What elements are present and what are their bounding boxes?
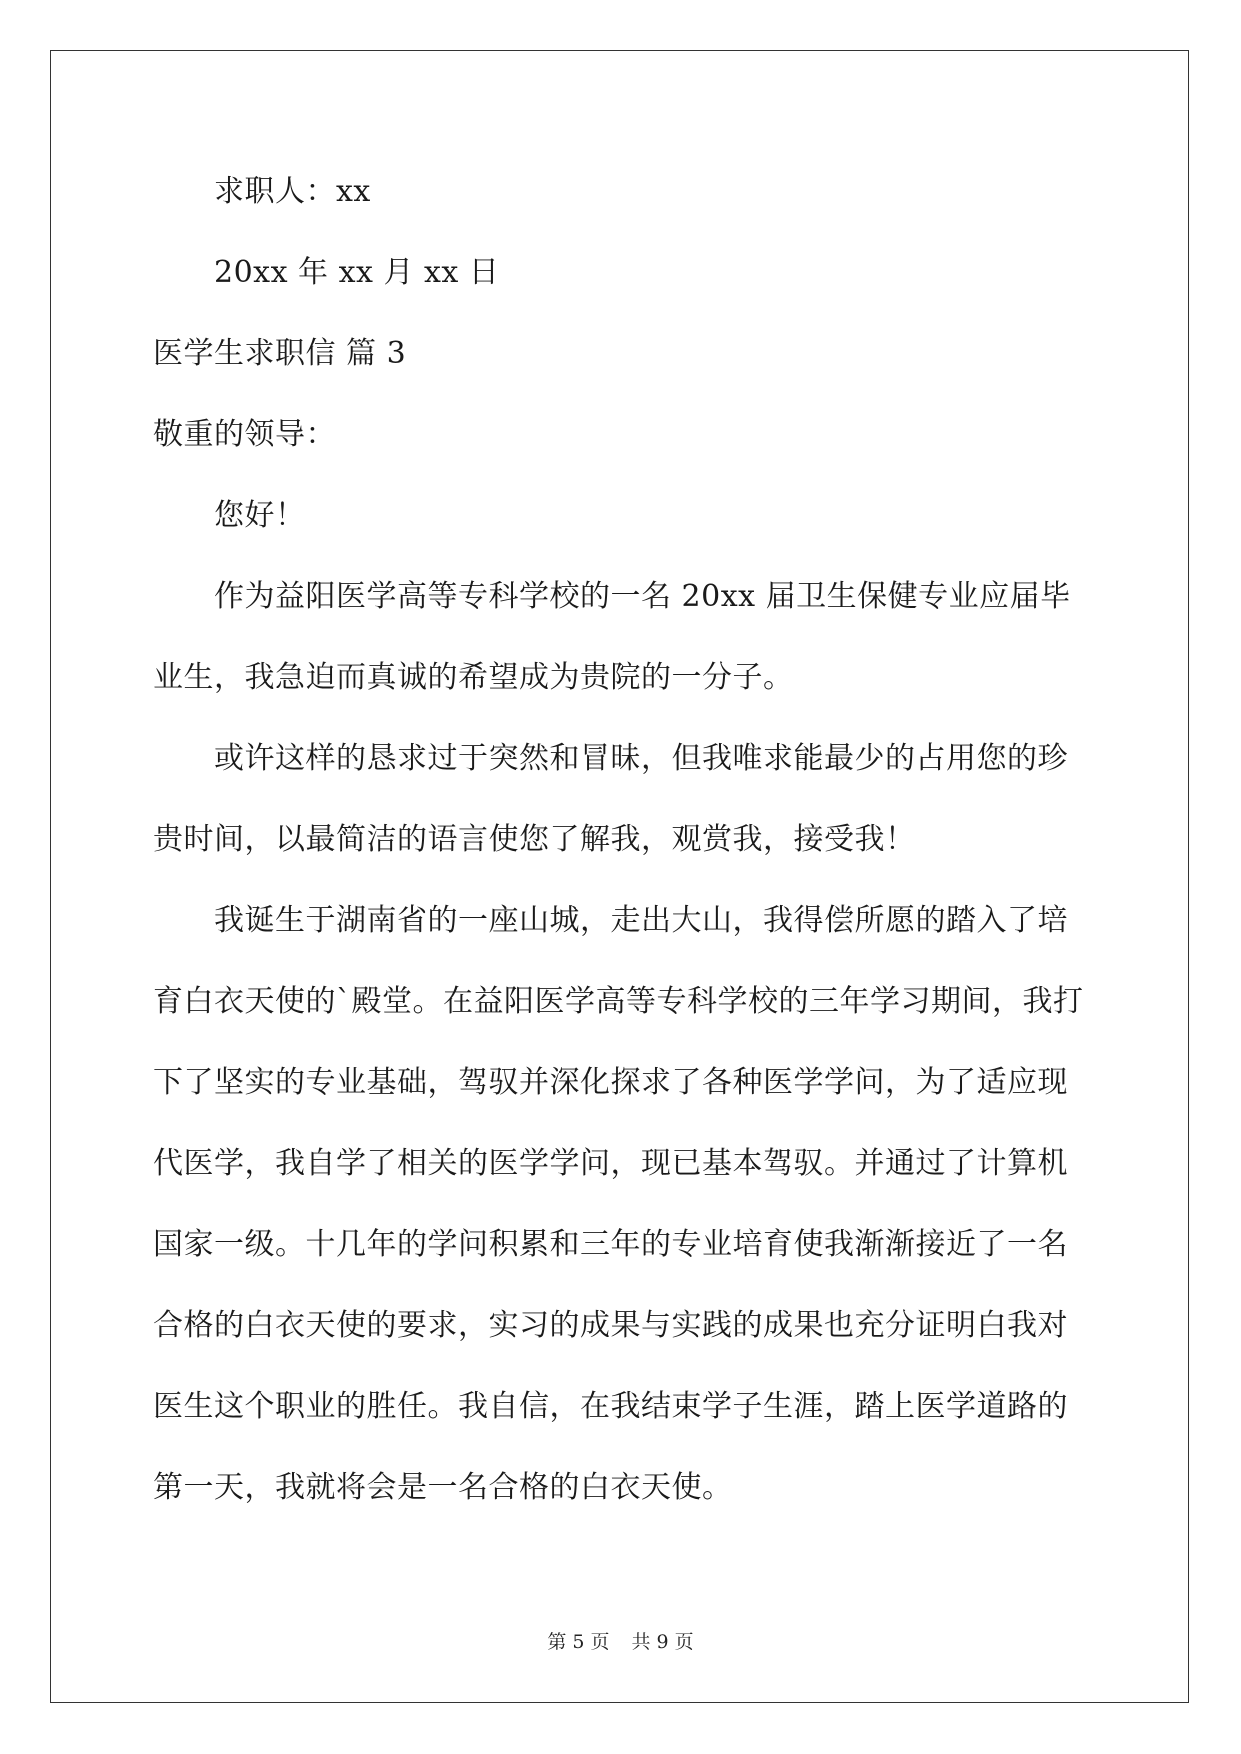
paragraph-line: 下了坚实的专业基础，驾驭并深化探求了各种医学学问，为了适应现: [153, 1065, 1068, 1100]
paragraph-1: [153, 567, 1088, 729]
total-pages: 共 9 页: [631, 1631, 694, 1653]
applicant-line: 求职人：xx: [214, 174, 371, 209]
section-title: 医学生求职信 篇 3: [153, 336, 407, 371]
paragraph-line: 或许这样的恳求过于突然和冒昧，但我唯求能最少的占用您的珍: [214, 741, 1068, 776]
paragraph-line: 第一天，我就将会是一名合格的白衣天使。: [153, 1470, 733, 1505]
current-page-number: 第 5 页: [547, 1631, 610, 1653]
paragraph-line: 代医学，我自学了相关的医学学问，现已基本驾驭。并通过了计算机: [153, 1146, 1068, 1181]
paragraph-line: 业生，我急迫而真诚的希望成为贵院的一分子。: [153, 660, 794, 695]
date-line: 20xx 年 xx 月 xx 日: [214, 255, 500, 290]
paragraph-line: 育白衣天使的`殿堂。在益阳医学高等专科学校的三年学习期间，我打: [153, 984, 1084, 1019]
paragraph-line: 作为益阳医学高等专科学校的一名 20xx 届卫生保健专业应届毕: [214, 579, 1071, 614]
paragraph-line: 医生这个职业的胜任。我自信，在我结束学子生涯，踏上医学道路的: [153, 1389, 1068, 1424]
salutation: 敬重的领导：: [153, 417, 336, 452]
paragraph-line: 国家一级。十几年的学问积累和三年的专业培育使我渐渐接近了一名: [153, 1227, 1068, 1262]
letter-body: [153, 162, 1088, 1539]
paragraph-line: 合格的白衣天使的要求，实习的成果与实践的成果也充分证明白我对: [153, 1308, 1068, 1343]
paragraph-line: 我诞生于湖南省的一座山城，走出大山，我得偿所愿的踏入了培: [214, 903, 1068, 938]
paragraph-2: [153, 729, 1088, 891]
page-footer: [0, 1627, 1241, 1654]
greeting: 您好！: [214, 498, 306, 533]
paragraph-3: [153, 891, 1088, 1539]
paragraph-line: 贵时间，以最简洁的语言使您了解我，观赏我，接受我！: [153, 822, 916, 857]
